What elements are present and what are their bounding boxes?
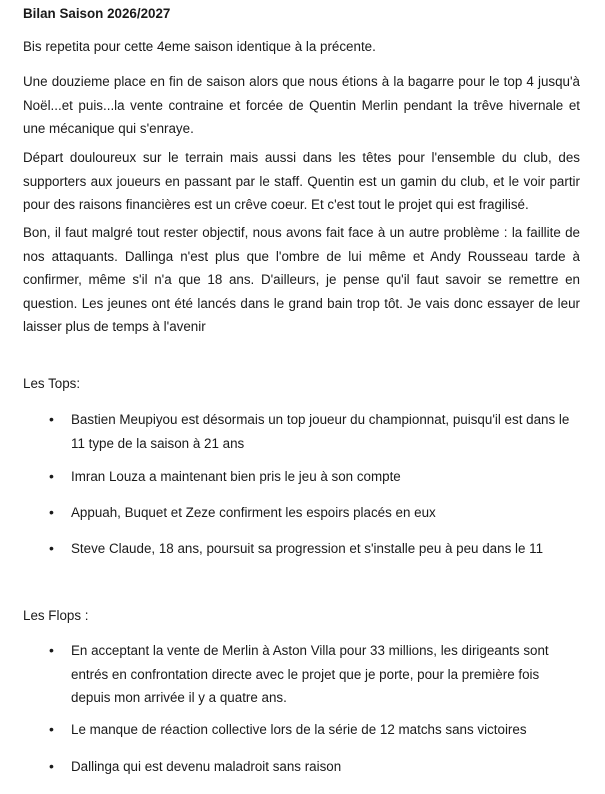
- flops-item-text: Dallinga qui est devenu maladroit sans raison: [71, 759, 342, 774]
- bullet-icon: •: [49, 642, 54, 658]
- bullet-icon: •: [49, 758, 54, 774]
- tops-heading: Les Tops:: [23, 376, 81, 391]
- document-title: Bilan Saison 2026/2027: [23, 6, 171, 21]
- intro-paragraph: Bis repetita pour cette 4eme saison identique à la précente.: [23, 39, 376, 54]
- tops-item-text: Steve Claude, 18 ans, poursuit sa progression et s'installe peu à peu dans le 11: [71, 541, 544, 556]
- departure-paragraph: Départ douloureux sur le terrain mais aussi dans les têtes pour l'ensemble du club, des supporters aux joueurs en passant par le staff. Quentin est un gamin du club, et le voir partir pour des raisons financières est un crêve coeur. Et c'est tout le projet qui est fragilisé.: [23, 150, 580, 212]
- flops-item-text: En acceptant la vente de Merlin à Aston Villa pour 33 millions, les dirigeants sont entrés en confrontation directe avec le projet que je porte, pour la première fois depuis mon arrivée il y a quatre ans.: [71, 643, 549, 705]
- strikers-paragraph: Bon, il faut malgré tout rester objectif, nous avons fait face à un autre problème : la faillite de nos attaquants. Dallinga n'est plus que l'ombre de lui même et Andy Rousseau tarde à confirmer, même s'il n'a que 18 ans. D'ailleurs, je pense qu'il faut savoir se remettre en question. Les jeunes ont été lancés dans le grand bain trop tôt. Je vais donc essayer de leur laisser plus de temps à l'avenir: [23, 225, 580, 334]
- bullet-icon: •: [49, 721, 54, 737]
- flops-item-text: Le manque de réaction collective lors de la série de 12 matchs sans victoires: [71, 722, 527, 737]
- flops-heading: Les Flops :: [23, 608, 89, 623]
- bullet-icon: •: [49, 411, 54, 427]
- tops-item-text: Appuah, Buquet et Zeze confirment les espoirs placés en eux: [71, 505, 436, 520]
- bullet-icon: •: [49, 540, 54, 556]
- bullet-icon: •: [49, 504, 54, 520]
- tops-item-text: Bastien Meupiyou est désormais un top joueur du championnat, puisqu'il est dans le 11 type de la saison à 21 ans: [71, 412, 570, 451]
- tops-item-text: Imran Louza a maintenant bien pris le jeu à son compte: [71, 469, 401, 484]
- season-summary-paragraph: Une douzieme place en fin de saison alors que nous étions à la bagarre pour le top 4 jusqu'à Noël...et puis...la vente contraine et forcée de Quentin Merlin pendant la trêve hivernale et une mécanique qui s'enraye.: [23, 74, 580, 136]
- bullet-icon: •: [49, 468, 54, 484]
